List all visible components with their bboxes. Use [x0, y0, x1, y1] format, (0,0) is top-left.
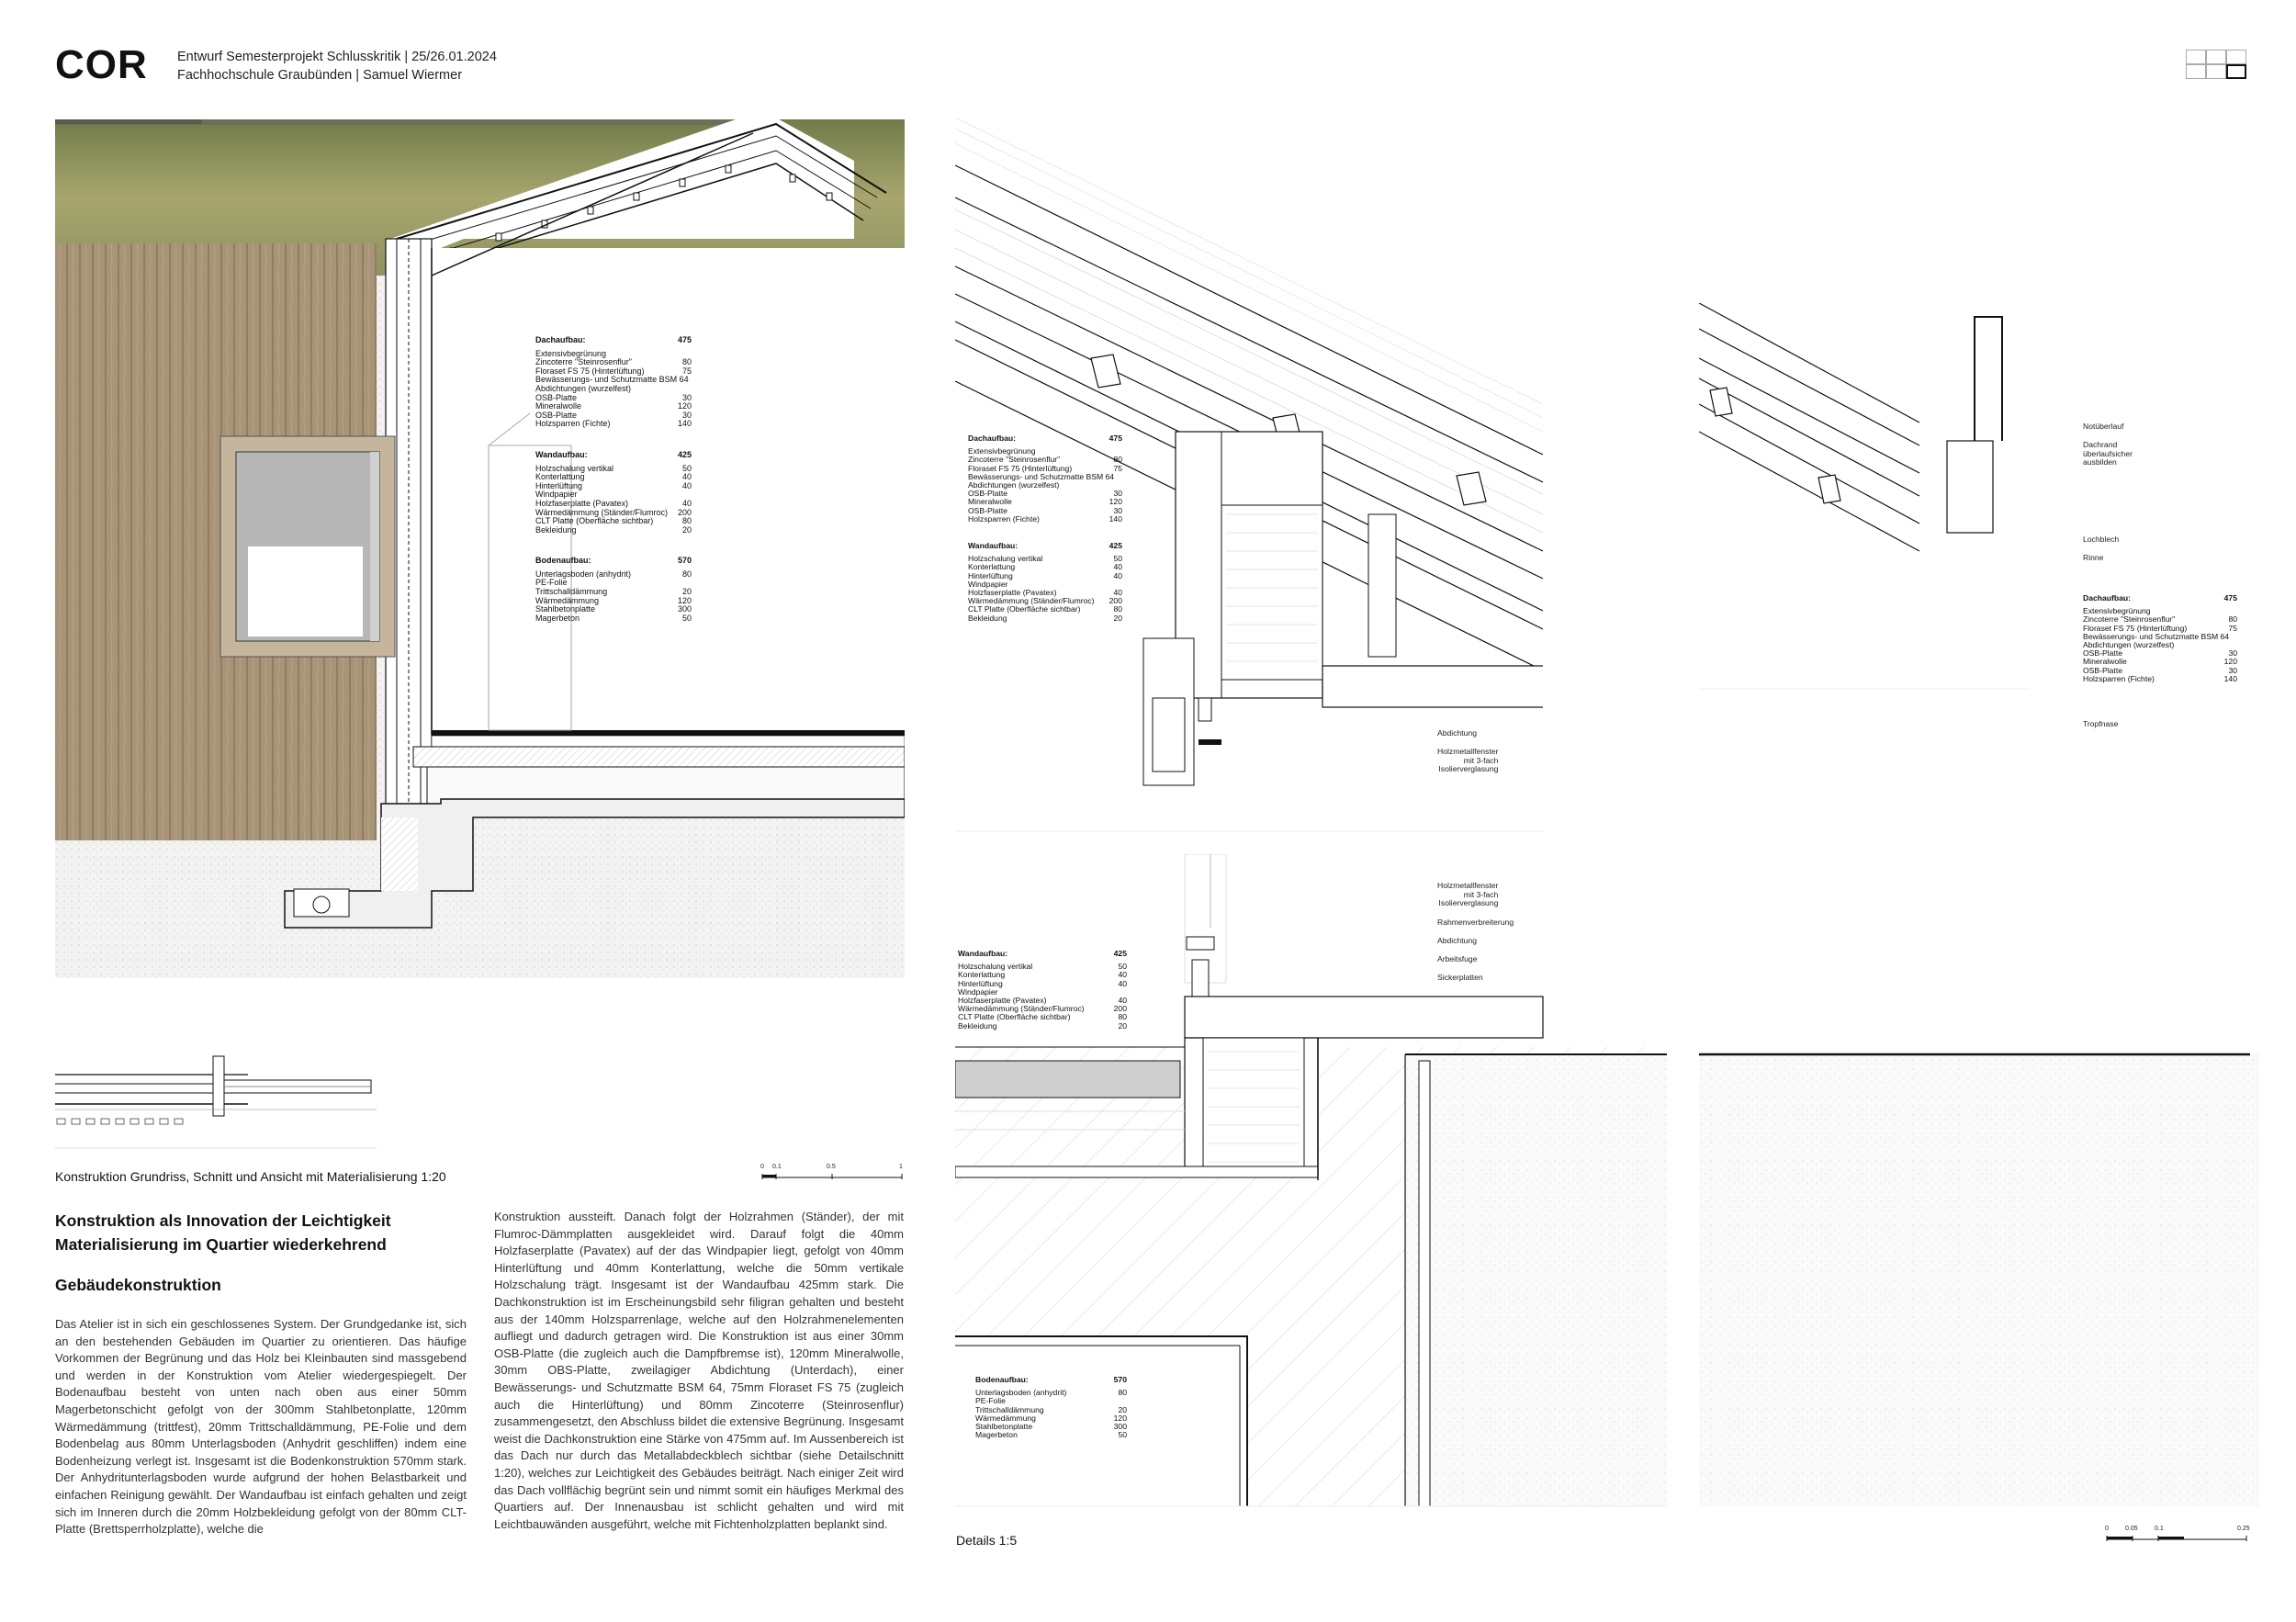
spec-row-value: 75 — [681, 366, 692, 376]
detail-floor-base — [955, 854, 2259, 1515]
article-subheading: Gebäudekonstruktion — [55, 1276, 221, 1294]
subtitle-line-2: Fachhochschule Graubünden | Samuel Wiermer — [177, 68, 463, 83]
spec-row-value: 140 — [2223, 673, 2237, 683]
caption-construction: Konstruktion Grundriss, Schnitt und Ansicht mit Materialisierung 1:20 — [55, 1169, 446, 1184]
spec-row-label: OSB-Platte — [535, 410, 578, 420]
spec-row-label: Wärmedämmung (Ständer/Flumroc) — [968, 596, 1095, 606]
spec-wand-detail — [958, 950, 1127, 1031]
spec-row-value: 50 — [1113, 554, 1122, 564]
spec-row-label: Bekleidung — [535, 524, 577, 535]
spec-row-label: Holzfaserplatte (Pavatex) — [535, 498, 629, 508]
spec-row-value: 140 — [677, 419, 692, 429]
spec-row-value: 75 — [1113, 463, 1122, 473]
spec-row-label: Wärmedämmung (Ständer/Flumroc) — [535, 507, 669, 517]
spec-row-value: 30 — [1113, 489, 1122, 499]
spec-row-label: Floraset FS 75 (Hinterlüftung) — [2083, 623, 2188, 633]
label-rinne: Rinne — [2083, 553, 2104, 562]
spec-row-value: 20 — [681, 587, 692, 597]
spec-row-value: 300 — [1113, 1422, 1127, 1432]
spec-title: Wandaufbau: — [535, 449, 588, 459]
spec-row-value: 80 — [681, 516, 692, 526]
spec-row-value: 120 — [677, 595, 692, 605]
spec-row-value: 40 — [1113, 562, 1122, 572]
label-notueberlauf: Notüberlauf — [2083, 422, 2124, 431]
spec-row-label: Windpapier — [535, 490, 578, 500]
spec-row-label: Abdichtungen (wurzelfest) — [535, 383, 632, 393]
label-line: Isolierverglasung — [1438, 764, 1499, 774]
project-logo: COR — [55, 42, 148, 87]
spec-row-value: 120 — [1109, 497, 1122, 507]
spec-row-value: 80 — [681, 569, 692, 579]
spec-row-label: Wärmedämmung — [535, 595, 600, 605]
article-column-2: Konstruktion aussteift. Danach folgt der Holzrahmen (Ständer), der mit Flumroc-Dämmplatten ausgekleidet wird. Darauf folgt die 40mm Holzfaserplatte (Pavatex) auf der das Windpapier liegt, gefolgt von 40mm Hinterlüftung und 40mm Konterlattung, welche die 50mm vertikale Holzschalung trägt. Insgesamt ist der Wandaufbau 425mm stark. Die Dachkonstruktion ist im Erscheinungsbild sehr filigran gehalten und besteht aus der 140mm Holzsparrenlage, welche auf den Holzrahmenelementen aufliegt und dadurch getragen wird. Die Konstruktion ist aus einer 30mm OSB-Platte (die zugleich auch die Dampfbremse ist), 120mm Mineralwolle, 30mm OBS-Platte, zweilagiger Abdichtung (Unterdach), einer Bewässerungs- und Schutzmatte BSM 64, 75mm Floraset FS 75 (zugleich auch die Hinterlüftung) und 80mm Zincoterre (Steinrosenflur) zusammengesetzt, den Abschluss bildet die extensive Begrünung. Insgesamt weist die Dachkonstruktion eine Stärke von 475mm auf. Im Aussenbereich ist das Dach nur durch das Metallabdeckblech sichtbar (siehe Detailschnitt 1:20), welches zur Leichtigkeit des Gebäudes beiträgt. Nach einiger Zeit wird das Dach vollflächig begrünt sein und nimmt somit ein häufiges Merkmal des Quartiers auf. Der Innenausbau ist schlicht gehalten und wird mit Leichtbauwänden ausgeführt, welche mit Fichtenholzplatten beplankt sind. — [494, 1210, 904, 1531]
scale-right-2: 0.1 — [2155, 1526, 2164, 1532]
spec-row-value: 50 — [681, 613, 692, 623]
project-subtitle — [177, 48, 497, 84]
label-arbeitsfuge: Arbeitsfuge — [1437, 954, 1478, 963]
spec-title: Dachaufbau: — [535, 335, 586, 344]
spec-row-label: OSB-Platte — [535, 392, 578, 402]
spec-row-value: 20 — [1118, 1020, 1127, 1031]
label-line: Dachrand — [2083, 440, 2118, 449]
spec-row-label: Konterlattung — [958, 970, 1006, 980]
label-tropfnase: Tropfnase — [2083, 719, 2119, 728]
label-fenster-2 — [1437, 882, 1498, 908]
label-sickerplatten: Sickerplatten — [1437, 973, 1483, 982]
label-abdichtung-2: Abdichtung — [1437, 936, 1478, 945]
spec-row-value: 40 — [681, 480, 692, 490]
spec-row-value: 200 — [1109, 596, 1122, 606]
spec-row-label: Unterlagsboden (anhydrit) — [975, 1388, 1067, 1398]
spec-row-value: 30 — [2228, 648, 2237, 659]
spec-row-label: Abdichtungen (wurzelfest) — [2083, 640, 2175, 650]
article-title — [55, 1209, 391, 1256]
spec-dach-detail — [968, 434, 1122, 623]
label-lochblech: Lochblech — [2083, 535, 2120, 544]
spec-row-label: Zincoterre "Steinrosenflur" — [968, 455, 1061, 465]
detail-gutter — [1699, 303, 2030, 698]
spec-row-label: Holzschalung vertikal — [958, 962, 1033, 972]
label-line: Isolierverglasung — [1438, 898, 1499, 908]
spec-row-label: Wärmedämmung (Ständer/Flumroc) — [958, 1004, 1085, 1014]
spec-row-value: 20 — [1113, 613, 1122, 623]
spec-row-label: Hinterlüftung — [968, 570, 1013, 580]
scale-left-2: 0.5 — [827, 1164, 836, 1170]
spec-row-label: OSB-Platte — [968, 505, 1007, 515]
spec-row-label: Unterlagsboden (anhydrit) — [535, 569, 632, 579]
label-line: überlaufsicher — [2083, 448, 2133, 458]
spec-row-label: Extensivbegrünung — [535, 348, 607, 358]
spec-row-label: Mineralwolle — [535, 401, 582, 411]
spec-row-label: Holzschalung vertikal — [535, 463, 614, 473]
spec-row-value: 200 — [677, 507, 692, 517]
article-column-1: Das Atelier ist in sich ein geschlossenes System. Der Grundgedanke ist, sich an den bestehenden Gebäuden im Quartier zu orientieren. Das häufige Vorkommen der Begrünung und das Holz bei Kleinbauten sind massgebend und werden in der Konstruktion vom Atelier wiedergespiegelt. Der Bodenaufbau besteht von unten nach oben aus einer 50mm Magerbetonschicht gefolgt von der 300mm Stahlbetonplatte, 120mm Wärmedämmung (trittfest), 20mm Trittschalldämmung, PE-Folie und dem Bodenbelag aus 80mm Unterlagsboden (Anhydrit geschliffen) indem eine Bodenheizung verlegt ist. Insgesamt ist die Bodenkonstruktion 570mm stark. Der Anhydritunterlagsboden wurde aufgrund der hohen Belastbarkeit und einfachen Reinigung gewählt. Der Wandaufbau ist einfach gehalten und zeigt sich im Inneren durch die 20mm Holzbekleidung gefolgt von der 80mm CLT-Platte (Brettsperrholzplatte), welche die — [55, 1317, 467, 1537]
spec-row-value: 50 — [1118, 1430, 1127, 1440]
label-abdichtung: Abdichtung — [1437, 728, 1478, 738]
spec-row-label: Floraset FS 75 (Hinterlüftung) — [968, 463, 1073, 473]
spec-row-label: Wärmedämmung — [975, 1413, 1036, 1423]
spec-row-label: Extensivbegrünung — [968, 446, 1036, 456]
spec-row-label: CLT Platte (Oberfläche sichtbar) — [535, 516, 654, 526]
spec-row-label: Windpapier — [968, 579, 1008, 589]
spec-row-value: 80 — [1118, 1012, 1127, 1022]
spec-row-label: Holzsparren (Fichte) — [2083, 673, 2155, 683]
spec-row-label: OSB-Platte — [2083, 648, 2122, 659]
spec-row-value: 40 — [1118, 970, 1127, 980]
scale-right-0: 0 — [2105, 1526, 2109, 1532]
spec-row-label: Mineralwolle — [2083, 657, 2127, 667]
spec-dach-gutter — [2083, 594, 2237, 683]
spec-row-label: Holzschalung vertikal — [968, 554, 1043, 564]
spec-title: Wandaufbau: — [958, 949, 1008, 958]
spec-title: Bodenaufbau: — [975, 1375, 1029, 1384]
spec-row-label: CLT Platte (Oberfläche sichtbar) — [968, 604, 1081, 614]
spec-row-label: Bewässerungs- und Schutzmatte BSM 64 — [535, 375, 689, 385]
spec-row-value: 30 — [681, 392, 692, 402]
spec-row-value: 75 — [2228, 623, 2237, 633]
plan-strip-drawing — [55, 1047, 377, 1157]
article-title-line-2: Materialisierung im Quartier wiederkehrend — [55, 1235, 387, 1254]
spec-row-label: Magerbeton — [535, 613, 580, 623]
spec-row-label: Holzsparren (Fichte) — [535, 419, 611, 429]
spec-total: 425 — [1113, 949, 1127, 958]
label-line: ausbilden — [2083, 457, 2117, 467]
spec-row-label: Bekleidung — [968, 613, 1007, 623]
spec-row-value: 30 — [1113, 505, 1122, 515]
spec-row-label: Magerbeton — [975, 1430, 1018, 1440]
spec-row-label: Zincoterre "Steinrosenflur" — [2083, 614, 2176, 625]
spec-total: 425 — [677, 449, 692, 459]
spec-total: 570 — [1113, 1375, 1127, 1384]
spec-row-label: Hinterlüftung — [535, 480, 583, 490]
spec-row-label: Trittschalldämmung — [535, 587, 608, 597]
spec-row-value: 120 — [677, 401, 692, 411]
spec-row-label: CLT Platte (Oberfläche sichtbar) — [958, 1012, 1071, 1022]
spec-row-label: Holzfaserplatte (Pavatex) — [968, 588, 1057, 598]
spec-row-value: 40 — [681, 498, 692, 508]
scale-left-1: 0.1 — [772, 1164, 782, 1170]
spec-row-label: PE-Folie — [535, 578, 568, 588]
spec-row-label: Extensivbegrünung — [2083, 606, 2151, 616]
spec-row-label: Bekleidung — [958, 1020, 997, 1031]
spec-row-value: 80 — [1113, 455, 1122, 465]
spec-row-value: 20 — [681, 524, 692, 535]
spec-row-label: Mineralwolle — [968, 497, 1012, 507]
spec-row-label: Bewässerungs- und Schutzmatte BSM 64 — [968, 471, 1115, 481]
spec-row-label: Konterlattung — [968, 562, 1016, 572]
spec-row-label: Holzfaserplatte (Pavatex) — [958, 996, 1047, 1006]
spec-row-value: 120 — [2223, 657, 2237, 667]
spec-row-label: Hinterlüftung — [958, 978, 1003, 988]
spec-row-label: Trittschalldämmung — [975, 1404, 1044, 1414]
label-rahmen: Rahmenverbreiterung — [1437, 918, 1514, 927]
spec-row-value: 300 — [677, 604, 692, 614]
spec-row-value: 20 — [1118, 1404, 1127, 1414]
spec-row-value: 40 — [1113, 570, 1122, 580]
section-drawing-1-20 — [55, 119, 905, 978]
spec-title: Wandaufbau: — [968, 541, 1019, 551]
spec-row-value: 80 — [681, 357, 692, 367]
label-line: mit 3-fach — [1463, 889, 1499, 899]
spec-total: 475 — [2223, 593, 2237, 603]
spec-row-label: Bewässerungs- und Schutzmatte BSM 64 — [2083, 631, 2230, 641]
scale-left-0: 0 — [760, 1164, 764, 1170]
scale-left-3: 1 — [899, 1164, 903, 1170]
spec-row-label: OSB-Platte — [968, 489, 1007, 499]
spec-row-label: Windpapier — [958, 986, 998, 997]
sheet-index-grid — [2186, 50, 2248, 79]
spec-row-label: Stahlbetonplatte — [975, 1422, 1033, 1432]
spec-row-label: Zincoterre "Steinrosenflur" — [535, 357, 632, 367]
caption-details: Details 1:5 — [956, 1533, 1018, 1548]
spec-row-value: 40 — [1118, 978, 1127, 988]
spec-row-value: 50 — [1118, 962, 1127, 972]
spec-row-value: 140 — [1109, 513, 1122, 524]
spec-dach-left — [535, 336, 692, 623]
spec-row-label: Holzsparren (Fichte) — [968, 513, 1040, 524]
spec-total: 475 — [1109, 434, 1122, 443]
label-line: mit 3-fach — [1463, 755, 1499, 765]
spec-total: 475 — [677, 335, 692, 344]
spec-row-value: 30 — [681, 410, 692, 420]
spec-boden-detail — [975, 1376, 1127, 1439]
spec-title: Dachaufbau: — [2083, 593, 2132, 603]
spec-row-value: 80 — [2228, 614, 2237, 625]
spec-row-value: 40 — [681, 472, 692, 482]
spec-row-value: 40 — [1118, 996, 1127, 1006]
label-line: Holzmetallfenster — [1437, 747, 1499, 756]
spec-row-label: Stahlbetonplatte — [535, 604, 596, 614]
spec-row-label: Abdichtungen (wurzelfest) — [968, 480, 1060, 490]
spec-row-label: OSB-Platte — [2083, 665, 2122, 675]
spec-row-value: 200 — [1113, 1004, 1127, 1014]
spec-row-value: 80 — [1113, 604, 1122, 614]
article-title-line-1: Konstruktion als Innovation der Leichtigkeit — [55, 1211, 391, 1230]
spec-row-label: PE-Folie — [975, 1396, 1006, 1406]
scale-right-1: 0.05 — [2125, 1526, 2138, 1532]
label-dachrand — [2083, 441, 2133, 467]
spec-row-value: 30 — [2228, 665, 2237, 675]
spec-row-label: Floraset FS 75 (Hinterlüftung) — [535, 366, 645, 376]
label-fenster-1 — [1437, 748, 1498, 774]
spec-row-label: Konterlattung — [535, 472, 585, 482]
spec-row-value: 50 — [681, 463, 692, 473]
scale-right-3: 0.25 — [2237, 1526, 2250, 1532]
spec-title: Bodenaufbau: — [535, 556, 591, 566]
spec-total: 570 — [677, 556, 692, 566]
subtitle-line-1: Entwurf Semesterprojekt Schlusskritik | 25/26.01.2024 — [177, 50, 497, 64]
spec-row-value: 40 — [1113, 588, 1122, 598]
spec-row-value: 80 — [1118, 1388, 1127, 1398]
label-line: Holzmetallfenster — [1437, 881, 1499, 890]
spec-title: Dachaufbau: — [968, 434, 1017, 443]
spec-row-value: 120 — [1113, 1413, 1127, 1423]
spec-total: 425 — [1109, 541, 1122, 551]
